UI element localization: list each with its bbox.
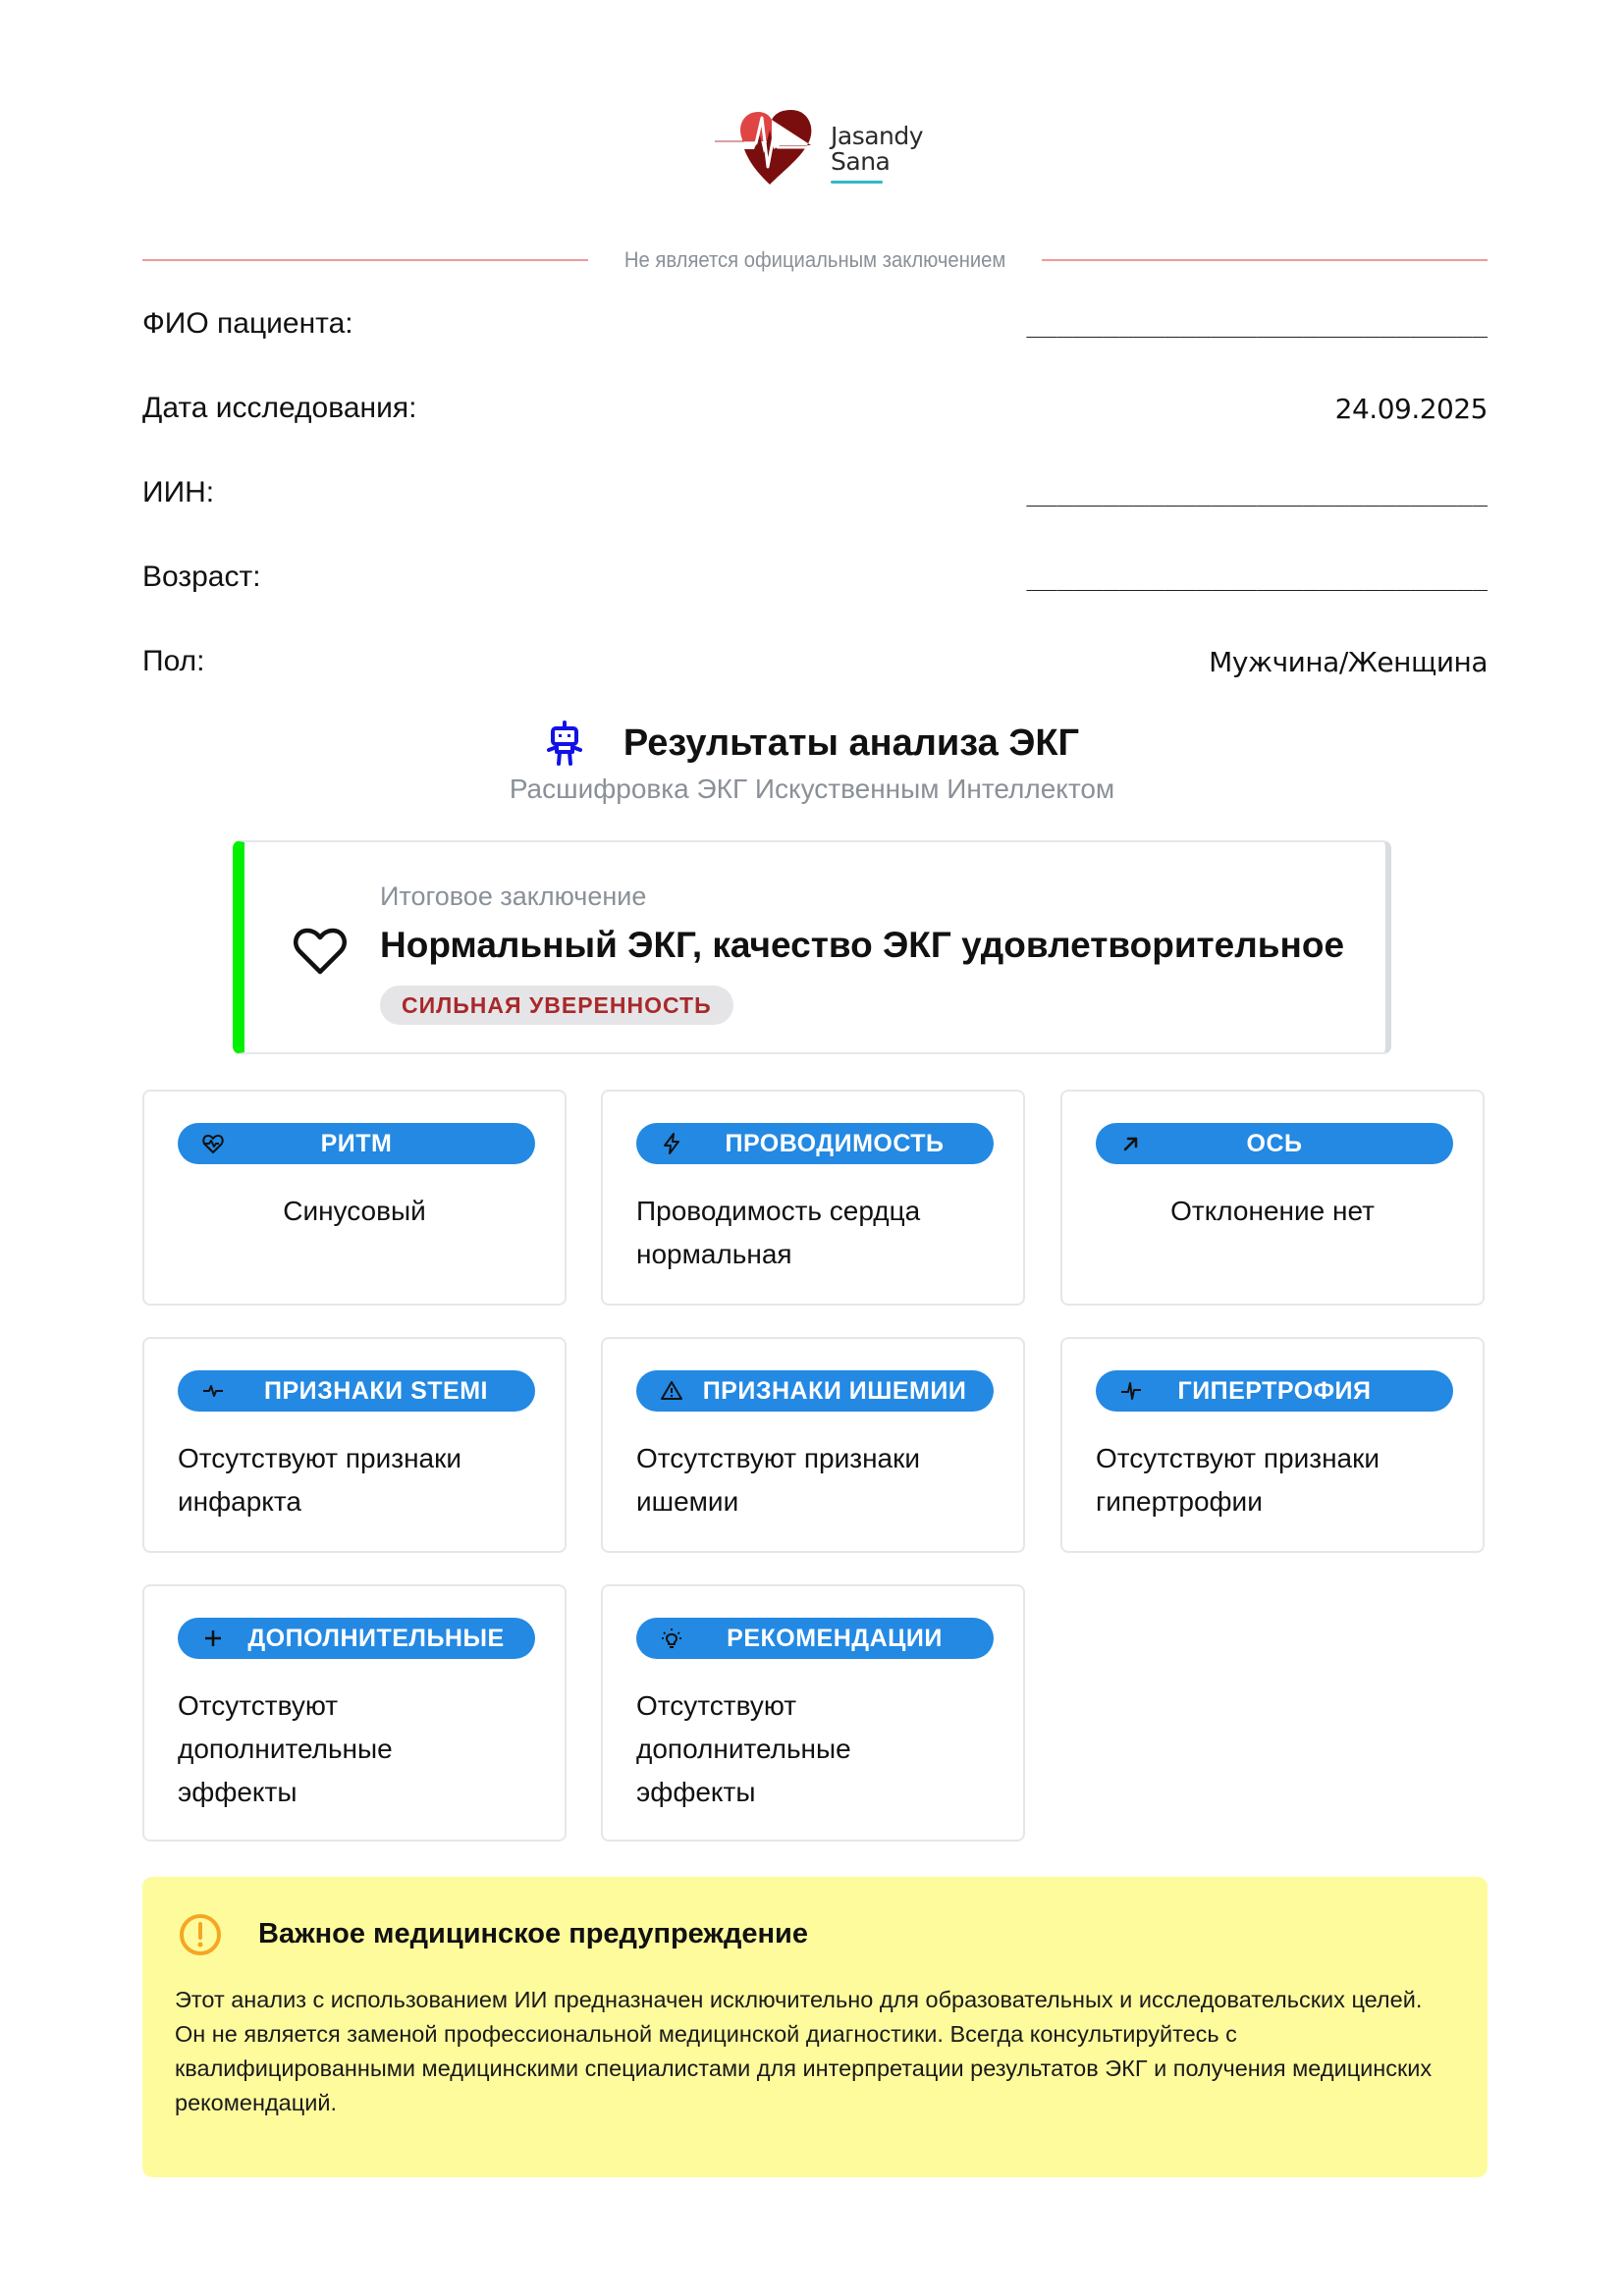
brand-name xyxy=(831,124,923,175)
patient-name-row xyxy=(142,304,1488,344)
card-recommendations xyxy=(601,1584,1025,1842)
rhythm-value: Синусовый xyxy=(283,1196,426,1226)
conduction-pill xyxy=(636,1123,994,1164)
conclusion-kicker: Итоговое заключение xyxy=(380,881,647,911)
divider-line-right xyxy=(1042,259,1488,261)
unofficial-disclaimer-text: Не является официальным заключением xyxy=(623,247,1006,272)
brand-logo xyxy=(715,106,931,188)
conduction-label: ПРОВОДИМОСТЬ xyxy=(725,1130,945,1157)
hypertrophy-value: Отсутствуют признаки гипертрофии xyxy=(1096,1443,1380,1517)
page-title: Результаты анализа ЭКГ xyxy=(623,721,1080,764)
rhythm-label: РИТМ xyxy=(320,1130,393,1157)
brand-underline xyxy=(831,181,883,184)
page-subtitle: Расшифровка ЭКГ Искуственным Интеллектом xyxy=(509,774,1115,804)
warning-title: Важное медицинское предупреждение xyxy=(258,1918,808,1949)
stemi-pill xyxy=(178,1370,535,1412)
hypertrophy-pill xyxy=(1096,1370,1453,1412)
axis-label: ОСЬ xyxy=(1246,1130,1303,1157)
brand-line-1: Jasandy xyxy=(831,122,924,150)
warning-text: Этот анализ с использованием ИИ предназначен исключительно для образовательных и исследовательских целей. Он не является заменой профессиональной медицинской диагностики. Всегда консультируйтесь с квалифицированными медицинскими специалистами для интерпретации результатов ЭКГ и получения медицинских рекомендаций. xyxy=(175,1987,1433,2115)
heart-outline-icon xyxy=(294,927,347,976)
heart-ecg-logo-icon xyxy=(715,106,831,188)
final-conclusion-card xyxy=(233,840,1391,1054)
unofficial-disclaimer-divider xyxy=(142,245,1488,275)
iin-row xyxy=(142,473,1488,512)
card-ischemia xyxy=(601,1337,1025,1553)
study-date-value: 24.09.2025 xyxy=(1334,392,1488,425)
exclamation-circle-icon xyxy=(178,1912,223,1957)
axis-value: Отклонение нет xyxy=(1170,1196,1375,1226)
recommendations-value: Отсутствуют дополнительные эффекты xyxy=(636,1690,851,1807)
sex-row xyxy=(142,642,1488,681)
conclusion-headline: Нормальный ЭКГ, качество ЭКГ удовлетворительное xyxy=(380,925,1345,965)
stemi-label: ПРИЗНАКИ STEMI xyxy=(264,1377,488,1405)
iin-field[interactable]: ______________________________ xyxy=(1026,478,1488,507)
iin-label: ИИН: xyxy=(142,476,215,508)
card-rhythm xyxy=(142,1090,567,1306)
brand-line-2: Sana xyxy=(831,147,891,176)
confidence-badge: СИЛЬНАЯ УВЕРЕННОСТЬ xyxy=(380,986,733,1025)
study-date-row xyxy=(142,389,1488,428)
patient-name-label: ФИО пациента: xyxy=(142,307,353,340)
age-field[interactable]: ______________________________ xyxy=(1026,562,1488,592)
recommendations-label: РЕКОМЕНДАЦИИ xyxy=(727,1625,943,1652)
sex-value: Мужчина/Женщина xyxy=(1209,645,1488,678)
sex-label: Пол: xyxy=(142,645,205,677)
additional-pill xyxy=(178,1618,535,1659)
card-axis xyxy=(1060,1090,1485,1306)
robot-icon xyxy=(545,721,584,766)
ischemia-label: ПРИЗНАКИ ИШЕМИИ xyxy=(702,1377,967,1405)
age-row xyxy=(142,558,1488,597)
ischemia-value: Отсутствуют признаки ишемии xyxy=(636,1443,921,1517)
stemi-value: Отсутствуют признаки инфаркта xyxy=(178,1443,462,1517)
card-hypertrophy xyxy=(1060,1337,1485,1553)
recommendations-pill xyxy=(636,1618,994,1659)
rhythm-pill xyxy=(178,1123,535,1164)
additional-value: Отсутствуют дополнительные эффекты xyxy=(178,1690,393,1807)
axis-pill xyxy=(1096,1123,1453,1164)
medical-warning xyxy=(142,1877,1488,2177)
card-stemi xyxy=(142,1337,567,1553)
ischemia-pill xyxy=(636,1370,994,1412)
additional-label: ДОПОЛНИТЕЛЬНЫЕ xyxy=(247,1625,505,1652)
card-additional xyxy=(142,1584,567,1842)
patient-name-field[interactable]: ______________________________ xyxy=(1026,309,1488,339)
study-date-label: Дата исследования: xyxy=(142,392,417,424)
conduction-value: Проводимость сердца нормальная xyxy=(636,1196,921,1269)
age-label: Возраст: xyxy=(142,561,261,593)
card-conduction xyxy=(601,1090,1025,1306)
hypertrophy-label: ГИПЕРТРОФИЯ xyxy=(1177,1377,1372,1405)
divider-line-left xyxy=(142,259,588,261)
results-header xyxy=(0,719,1624,768)
